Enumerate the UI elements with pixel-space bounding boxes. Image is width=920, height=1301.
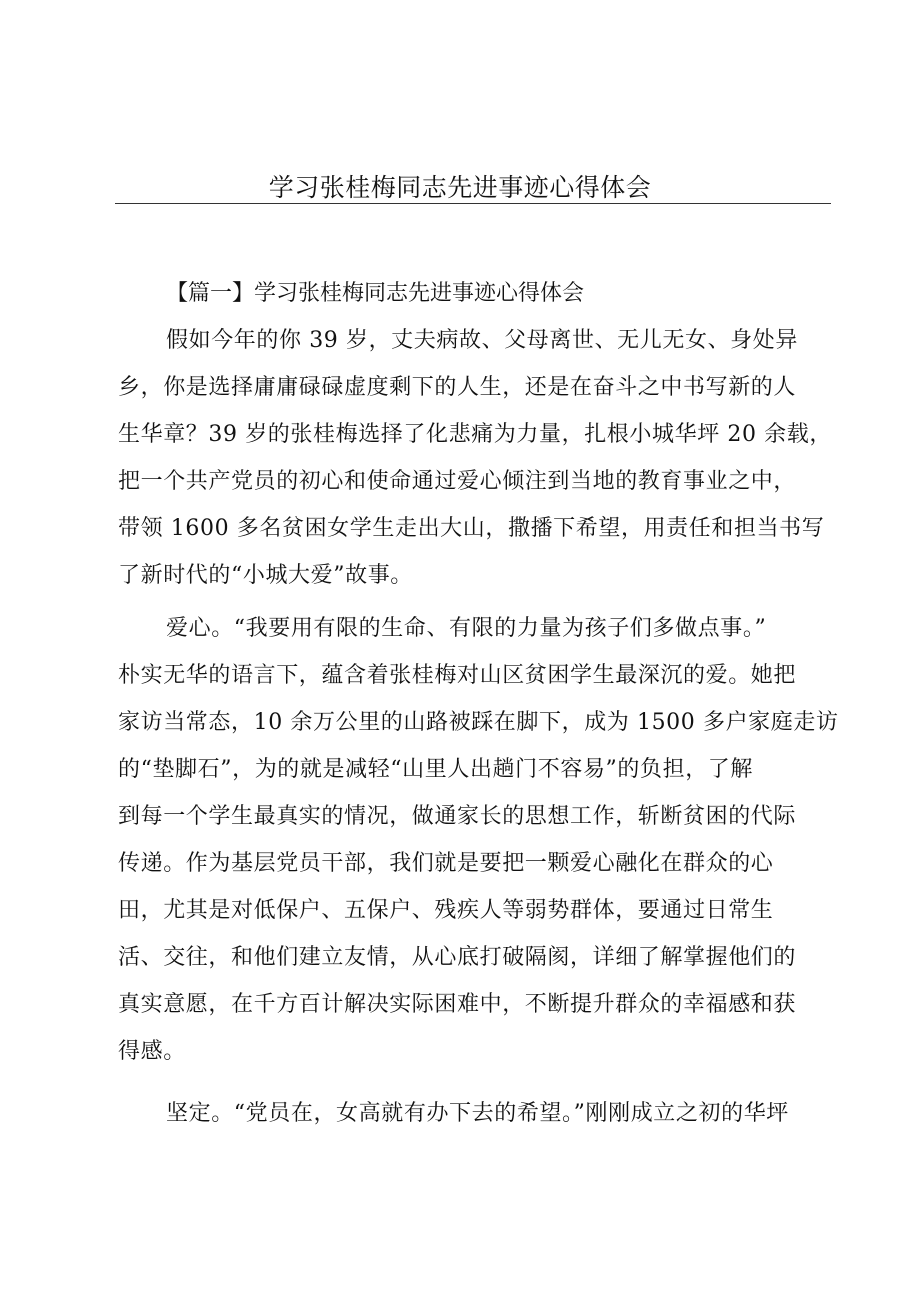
paragraph-line: 的“垫脚石”，为的就是减轻“山里人出趟门不容易”的负担，了解 — [118, 757, 753, 782]
paragraph-line: 到每一个学生最真实的情况，做通家长的思想工作，斩断贫困的代际 — [118, 804, 797, 829]
title-underline — [115, 203, 831, 204]
paragraph-line: 带领 1600 多名贫困女学生走出大山，撒播下希望，用责任和担当书写 — [118, 516, 825, 541]
paragraph-line: 生华章？39 岁的张桂梅选择了化悲痛为力量，扎根小城华坪 20 余载， — [118, 422, 832, 447]
paragraph-line: 把一个共产党员的初心和使命通过爱心倾注到当地的教育事业之中， — [118, 469, 797, 494]
paragraph-line: 乡，你是选择庸庸碌碌虚度剩下的人生，还是在奋斗之中书写新的人 — [118, 375, 797, 400]
paragraph-line: 真实意愿，在千方百计解决实际困难中，不断提升群众的幸福感和获 — [118, 992, 797, 1017]
paragraph-line: 传递。作为基层党员干部，我们就是要把一颗爱心融化在群众的心 — [118, 851, 774, 876]
paragraph-line: 坚定。“党员在，女高就有办下去的希望。”刚刚成立之初的华坪 — [166, 1101, 789, 1126]
document-title: 学习张桂梅同志先进事迹心得体会 — [268, 173, 652, 202]
paragraph-line: 爱心。“我要用有限的生命、有限的力量为孩子们多做点事。” — [166, 616, 767, 641]
paragraph-line: 假如今年的你 39 岁，丈夫病故、父母离世、无儿无女、身处异 — [166, 328, 798, 353]
paragraph-line: 了新时代的“小城大爱”故事。 — [118, 563, 413, 588]
paragraph-line: 朴实无华的语言下，蕴含着张桂梅对山区贫困学生最深沉的爱。她把 — [118, 663, 797, 688]
section-heading: 【篇一】学习张桂梅同志先进事迹心得体会 — [166, 281, 585, 306]
paragraph-line: 家访当常态，10 余万公里的山路被踩在脚下，成为 1500 多户家庭走访 — [118, 710, 839, 735]
paragraph-line: 活、交往，和他们建立友情，从心底打破隔阂，详细了解掌握他们的 — [118, 945, 797, 970]
paragraph-line: 得感。 — [118, 1039, 186, 1064]
paragraph-line: 田，尤其是对低保户、五保户、残疾人等弱势群体，要通过日常生 — [118, 898, 774, 923]
